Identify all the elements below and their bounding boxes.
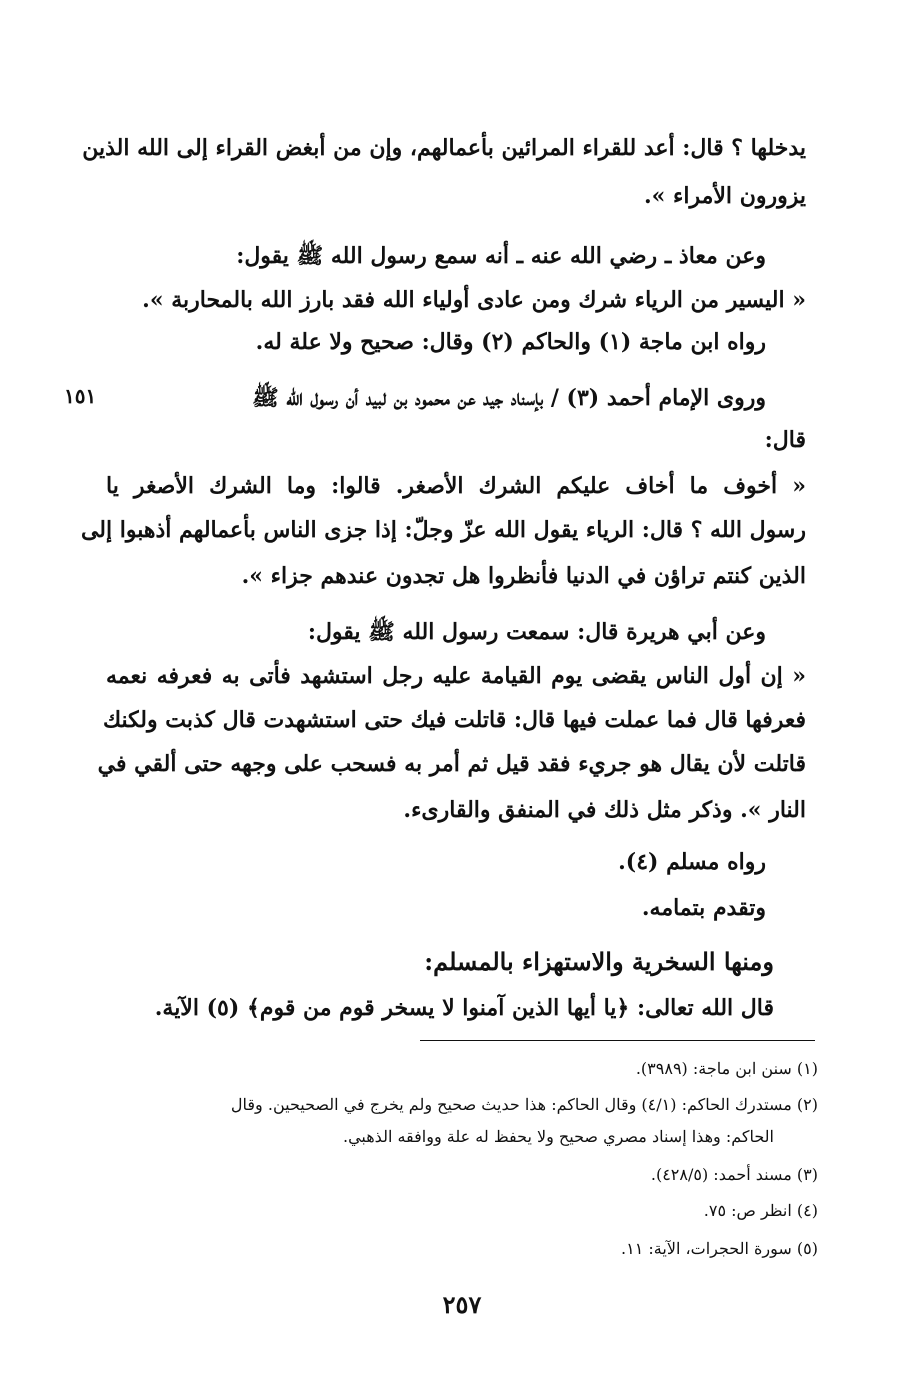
footnote-5: (٥) سورة الحجرات، الآية: ١١.	[621, 1239, 818, 1258]
line-9: رسول الله ؟ قال: الرياء يقول الله عزّ وجلّ: إذا جزى الناس بأعمالهم أذهبوا إلى	[80, 517, 806, 543]
footnote-4: (٤) انظر ص: ٧٥.	[703, 1201, 818, 1220]
line-14: قاتلت لأن يقال هو جريء فقد قيل ثم أمر به فسحب على وجهه حتى ألقي في	[97, 751, 806, 777]
footnote-2: (٢) مستدرك الحاكم: (٤/١) وقال الحاكم: هذا حديث صحيح ولم يخرج في الصحيحين. وقال	[230, 1095, 818, 1114]
line-2: يزورون الأمراء ».	[643, 183, 806, 209]
page-number: ٢٥٧	[442, 1290, 482, 1319]
line-1: يدخلها ؟ قال: أعد للقراء المرائين بأعمالهم، وإن من أبغض القراء إلى الله الذين	[82, 135, 806, 161]
footnote-3: (٣) مسند أحمد: (٤٢٨/٥).	[650, 1165, 818, 1184]
margin-page-ref: ١٥١	[64, 384, 97, 408]
line-17: وتقدم بتمامه.	[641, 895, 766, 921]
line-6: وروى الإمام أحمد (٣) / بإسناد جيد عن محمود بن لبيد أن رسول الله ﷺ	[252, 385, 766, 411]
line-7: قال:	[764, 427, 806, 453]
line-15: النار ». وذكر مثل ذلك في المنفق والقارىء.	[403, 797, 806, 823]
line-4: « اليسير من الرياء شرك ومن عادى أولياء الله فقد بارز الله بالمحاربة ».	[142, 287, 806, 313]
line-13: فعرفها قال فما عملت فيها قال: قاتلت فيك حتى استشهدت قال كذبت ولكنك	[102, 707, 806, 733]
line-16: رواه مسلم (٤).	[618, 849, 766, 875]
line-5: رواه ابن ماجة (١) والحاكم (٢) وقال: صحيح ولا علة له.	[255, 329, 766, 355]
line-3: وعن معاذ ـ رضي الله عنه ـ أنه سمع رسول الله ﷺ يقول:	[236, 243, 766, 269]
line-11: وعن أبي هريرة قال: سمعت رسول الله ﷺ يقول:	[307, 619, 766, 645]
footnote-1: (١) سنن ابن ماجة: (٣٩٨٩).	[635, 1059, 818, 1078]
footnote-2-continued: الحاكم: وهذا إسناد مصري صحيح ولا يحفظ له علة ووافقه الذهبي.	[342, 1127, 774, 1146]
line-10: الذين كنتم تراؤن في الدنيا فأنظروا هل تجدون عندهم جزاء ».	[241, 563, 806, 589]
footnote-rule	[420, 1040, 815, 1041]
section-heading: ومنها السخرية والاستهزاء بالمسلم:	[424, 947, 774, 976]
line-19: قال الله تعالى: ﴿يا أيها الذين آمنوا لا يسخر قوم من قوم﴾ (٥) الآية.	[154, 995, 774, 1021]
line-12: « إن أول الناس يقضى يوم القيامة عليه رجل استشهد فأتى به فعرفه نعمه	[106, 663, 806, 689]
line-8: « أخوف ما أخاف عليكم الشرك الأصغر. قالوا: وما الشرك الأصغر يا	[106, 473, 806, 499]
